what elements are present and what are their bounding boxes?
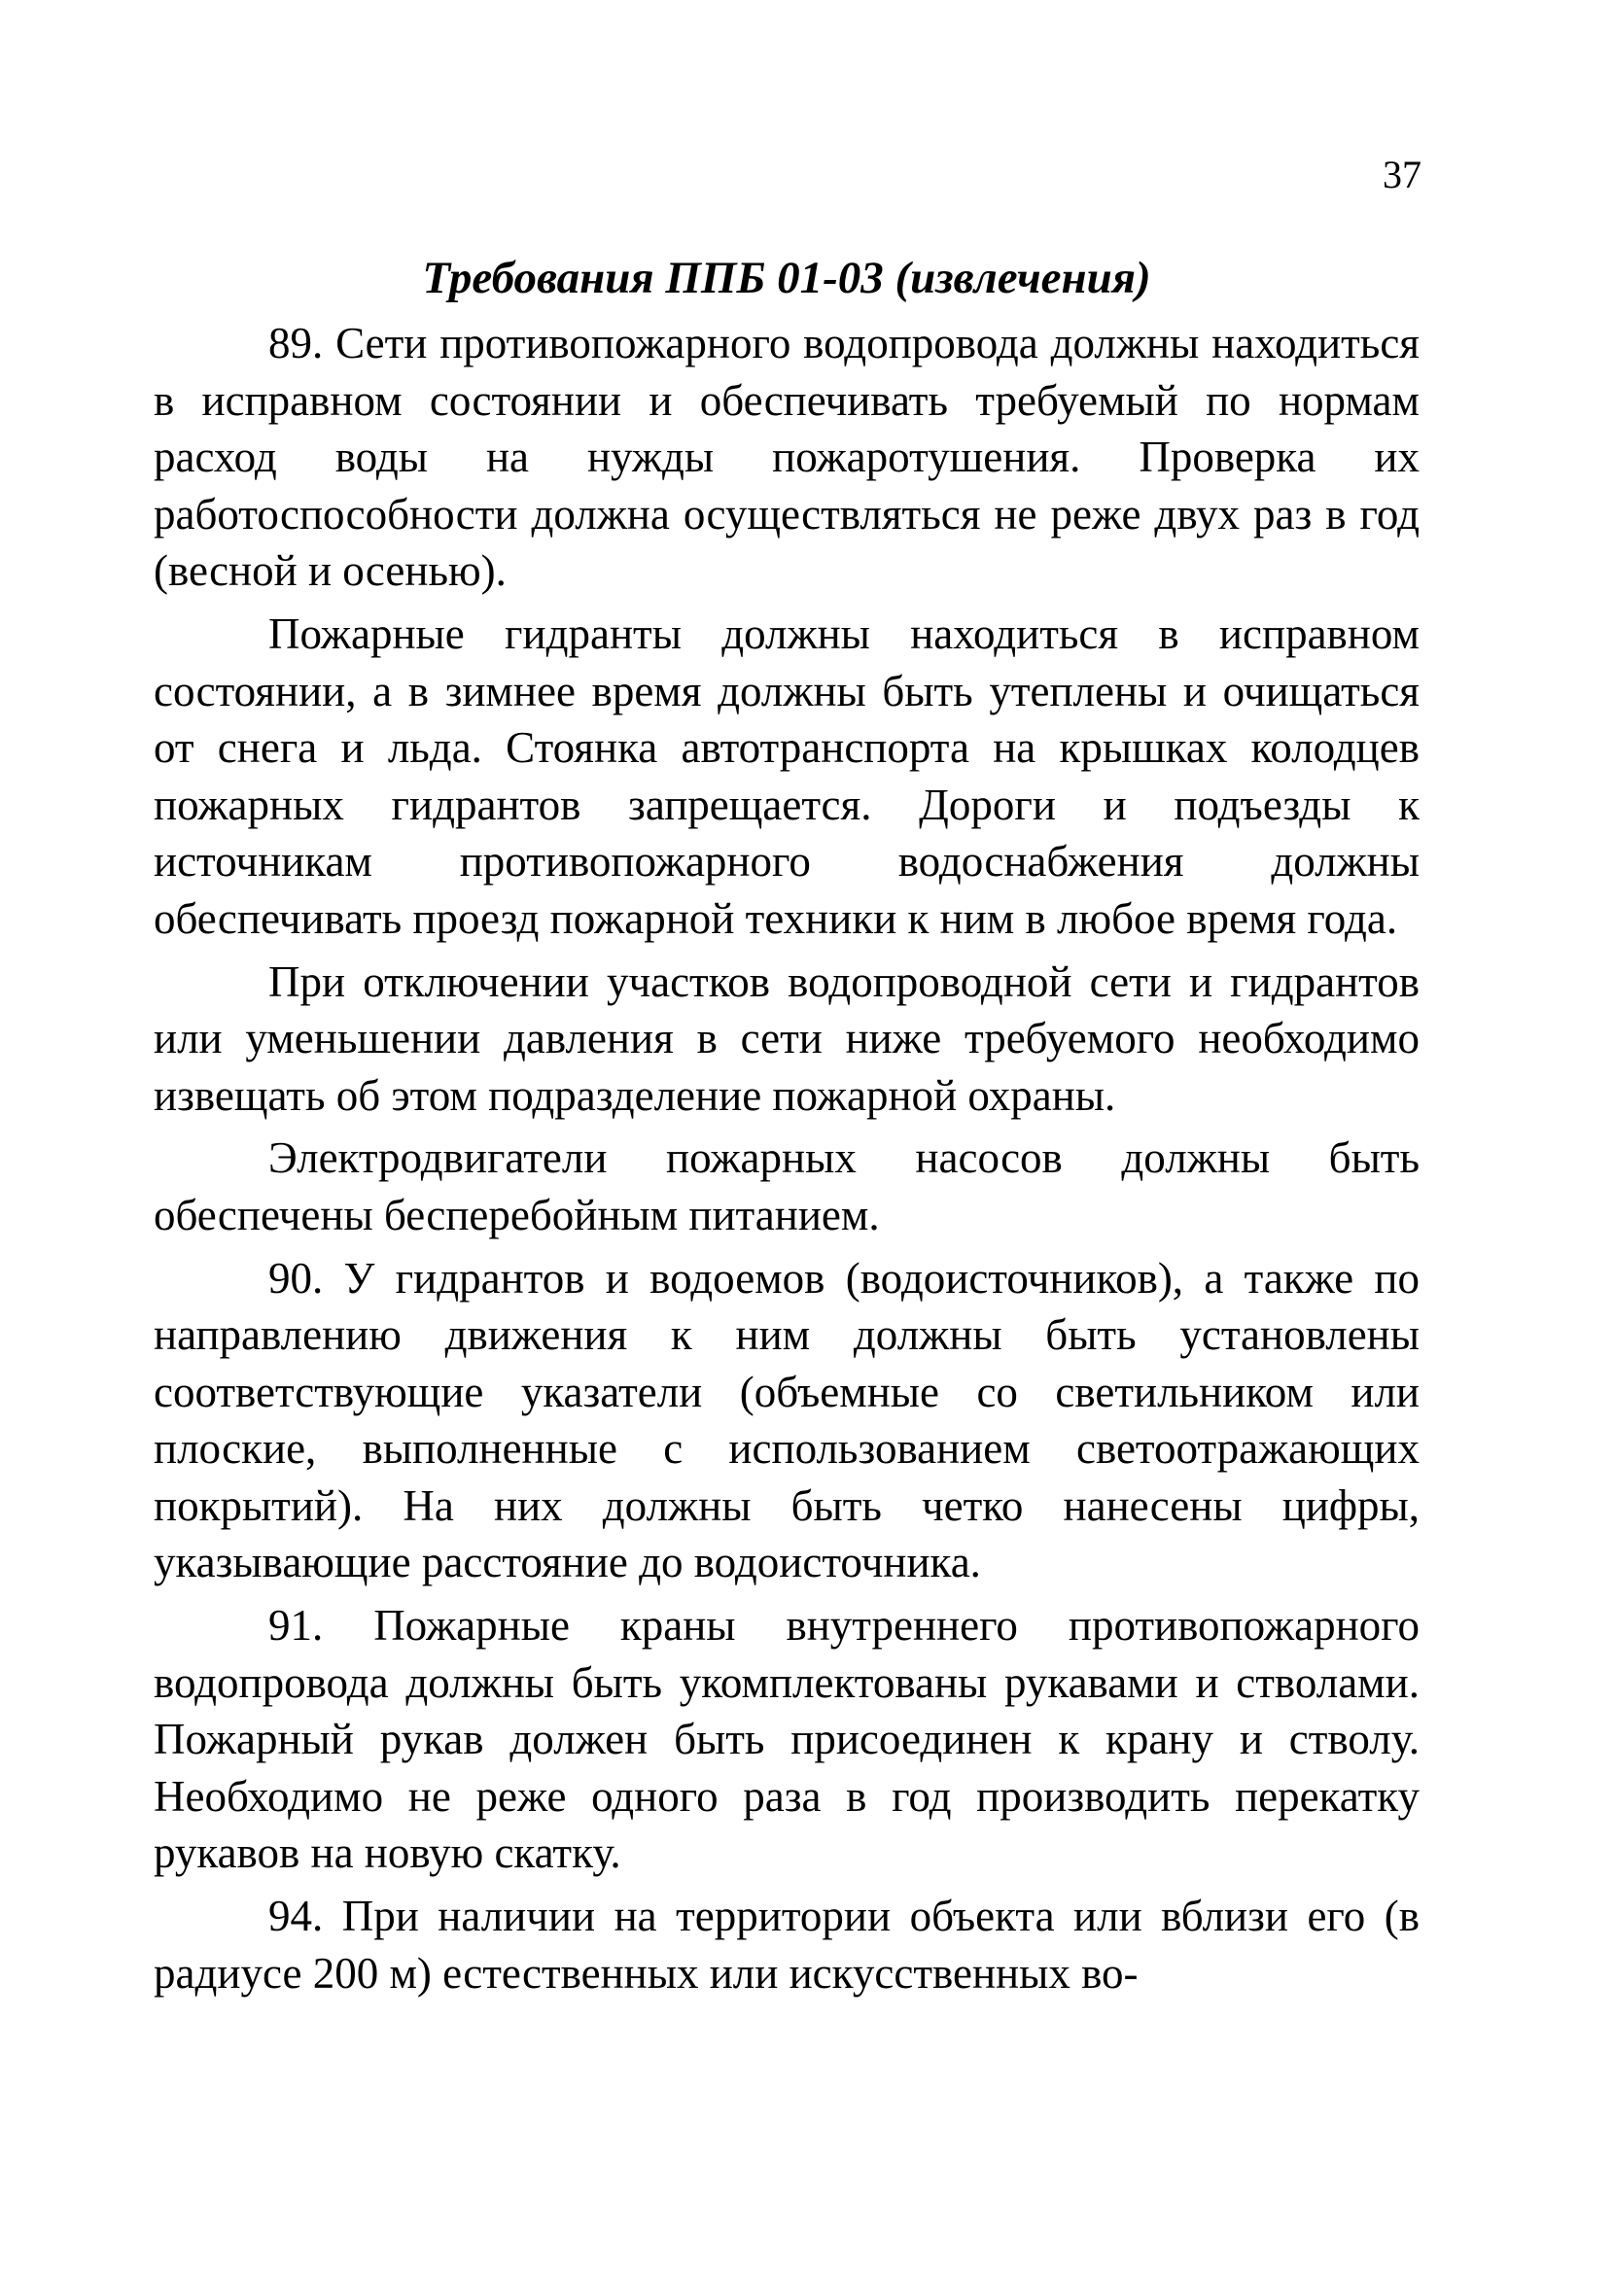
page-number: 37 bbox=[1383, 153, 1421, 196]
page-content bbox=[154, 245, 1420, 2007]
paragraph-electric-motors: Электродвигатели пожарных насосов должны быть обеспечены бесперебойным питанием. bbox=[154, 1133, 1420, 1239]
paragraph-90: 90. У гидрантов и водоемов (водоисточников), а также по направлению движения к ним должны быть установлены соответствующие указатели (объемные со светильником или плоские, выполненные с использованием светоотражающих покрытий). На них должны быть четко нанесены цифры, указывающие расстояние до водоисточника. bbox=[154, 1253, 1420, 1587]
section-heading: Требования ППБ 01-03 (извлечения) bbox=[422, 253, 1151, 303]
paragraph-91: 91. Пожарные краны внутреннего противопожарного водопровода должны быть укомплектованы рукавами и стволами. Пожарный рукав должен быть присоединен к крану и стволу. Необходимо не реже одного раза в год производить перекатку рукавов на новую скатку. bbox=[154, 1601, 1420, 1878]
paragraph-89: 89. Сети противопожарного водопровода должны находиться в исправном состоянии и обеспечивать требуемый по нормам расход воды на нужды пожаротушения. Проверка их работоспособности должна осуществляться не реже двух раз в год (весной и осенью). bbox=[154, 319, 1420, 596]
paragraph-disconnection: При отключении участков водопроводной сети и гидрантов или уменьшении давления в сети ниже требуемого необходимо извещать об этом подразделение пожарной охраны. bbox=[154, 957, 1420, 1120]
paragraph-94: 94. При наличии на территории объекта или вблизи его (в радиусе 200 м) естественных или искусственных во- bbox=[154, 1892, 1420, 1998]
paragraph-hydrants: Пожарные гидранты должны находиться в исправном состоянии, а в зимнее время должны быть утеплены и очищаться от снега и льда. Стоянка автотранспорта на крышках колодцев пожарных гидрантов запрещается. Дороги и подъезды к источникам противопожарного водоснабжения должны обеспечивать проезд пожарной техники к ним в любое время года. bbox=[154, 609, 1420, 943]
